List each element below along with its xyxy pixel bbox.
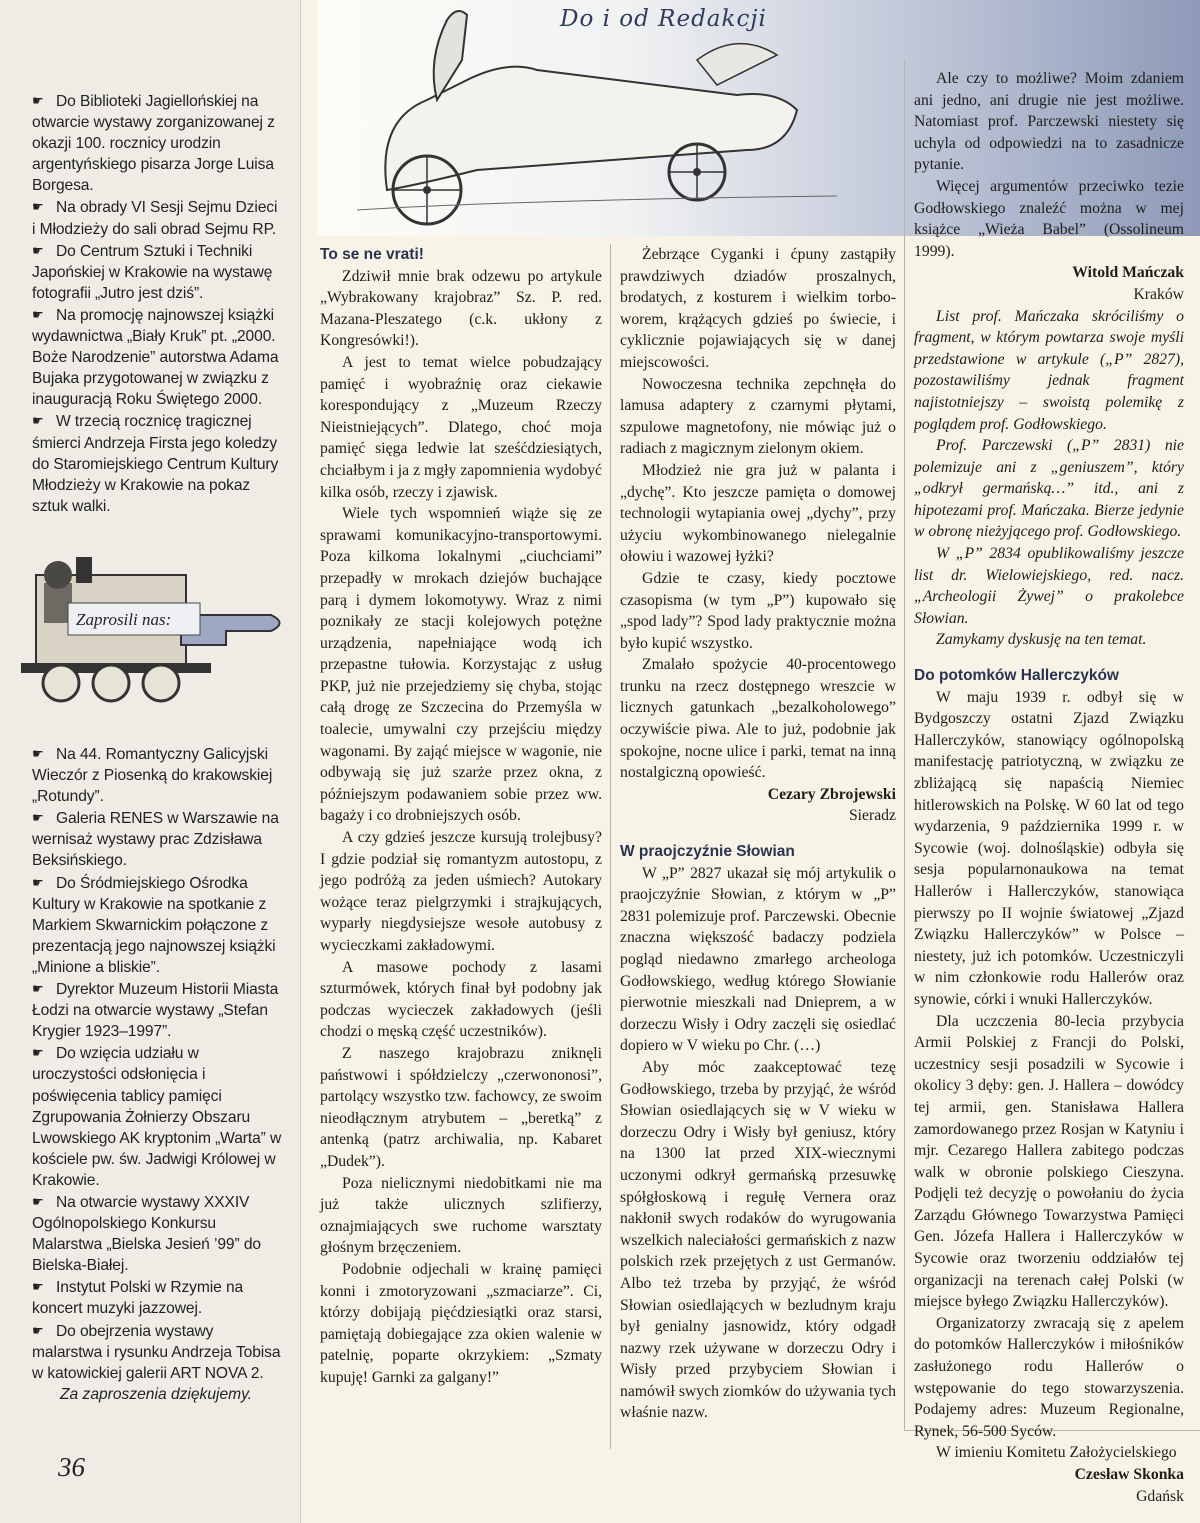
paragraph: Z naszego krajobrazu zniknęli państwowi i spółdzielczy „czerwononosi”, partolący wszystko tzw. fachowcy, ze swoim nieodłącznym atrybutem – „beretką” z antenką (patrz archiwalia, np. Kabaret „Dudek”). (320, 1044, 602, 1170)
pointing-hand-icon: ☛ (32, 810, 44, 826)
invitation-item: ☛ Dyrektor Muzeum Historii Miasta Łodzi na otwarcie wystawy „Stefan Krygier 1923–1997”. (32, 978, 282, 1042)
author-signature: Witold Mańczak (1072, 264, 1184, 282)
invitation-item: ☛ W trzecią rocznicę tragicznej śmierci Andrzeja Firsta jego koledzy do Staromiejskiego Centrum Kultury Młodzieży w Krakowie na pokaz sztuk walki. (32, 410, 282, 516)
paragraph: A masowe pochody z lasami szturmówek, których finał był podobny jak podczas wycieczek zakładowych (jeśli chodzi o męską część uczestników). (320, 958, 602, 1041)
paragraph: Dla uczczenia 80-lecia przybycia Armii Polskiej z Francji do Polski, uczestnicy sesji posadzili w Sycowie i okolicy 3 dęby: gen. J. Hallera – dowódcy tej armii, gen. Stanisława Hallera zamordowanego przez Rosjan w Katyniu i mjr. Cezarego Hallera zabitego podczas walk w obronie polskiego Cieszyna. Podjęli też decyzję o powołaniu do życia Zarządu Głównego Towarzystwa Pamięci Gen. Józefa Hallera i Hallerczyków w Sycowie oraz tworzeniu oddziałów tej organizacji na terenach całej Polski (w miejsce byłego Związku Hallerczyków). (914, 1012, 1184, 1311)
pointing-hand-icon: ☛ (32, 1045, 44, 1061)
pointing-hand-icon: ☛ (32, 306, 44, 322)
pointing-hand-icon: ☛ (32, 746, 44, 761)
pointing-hand-icon: ☛ (32, 413, 44, 429)
invitation-item: ☛ Na otwarcie wystawy XXXIV Ogólnopolskiego Konkursu Malarstwa „Bielska Jesień ’99” do Bielska-Białej. (32, 1191, 282, 1276)
author-place: Sieradz (848, 807, 896, 825)
paragraph: A czy gdzieś jeszcze kursują trolejbusy? I gdzie podział się romantyzm autostopu, z jego podróżą za jeden uśmiech? Autokary wożące teraz pielgrzymki i strajkujących, wyparły niegdysiejsze wesołe autobusy z wycieczkami zakładowymi. (320, 829, 602, 954)
editor-note: Prof. Parczewski („P” 2831) nie polemizuje ani z „geniuszem”, który „odkrył germańską…” itd., ani z hipotezami prof. Mańczaka. Bierze jedynie w obronę nieżyjącego prof. Godłowskiego. (914, 437, 1184, 541)
author-signature: Cezary Zbrojewski (767, 785, 896, 803)
paragraph: Gdzie te czasy, kiedy pocztowe czasopisma (w tym „P”) kupowało się „spod lady”? Spod lady praktycznie można było kupić wszystko. (620, 569, 896, 652)
article-heading: W praojczyźnie Słowian (620, 843, 795, 861)
article-heading: To se ne vrati! (320, 246, 424, 263)
column-a (320, 244, 602, 1388)
article-heading: Do potomków Hallerczyków (914, 667, 1119, 685)
column-divider (904, 60, 905, 1430)
paragraph: Żebrzące Cyganki i ćpuny zastąpiły prawdziwych dziadów proszalnych, brodatych, z kosturem i wielkim torbo-worem, krążących gdzieś po świecie, i cyklicznie pojawiających się w danej miejscowości. (620, 246, 896, 371)
invitation-item: ☛ Do wzięcia udziału w uroczystości odsłonięcia i poświęcenia tablicy pamięci Zgrupowania Żołnierzy Obszaru Lwowskiego AK kryptonim „Warta” w kościele pw. św. Jadwigi Królowej w Krakowie. (32, 1042, 282, 1191)
editor-note: List prof. Mańczaka skróciliśmy o fragment, w którym powtarza swoje myśli przedstawione w artykule („P” 2827), pozostawiliśmy jednak fragment najistotniejszy – swoistą polemikę z poglądem prof. Godłowskiego. (914, 307, 1184, 433)
thanks-note: Za zaproszenia dziękujemy. (60, 1386, 253, 1403)
paragraph: Podobnie odjechali w krainę pamięci konni i zmotoryzowani „szmaciarze”. Ci, którzy dobijają pięćdziesiątki oraz starsi, pamiętają dobiegające zza okien walenie w patelnię, poparte okrzykiem: „Szmaty kupuję! Garnki za galgany!” (320, 1260, 602, 1386)
paragraph: Poza nielicznymi niedobitkami nie ma już także ulicznych szlifierzy, oznajmiających swe ruchome warsztaty głośnym brzęczeniem. (320, 1174, 602, 1257)
invitations-list-bottom (32, 743, 282, 1384)
paragraph: Organizatorzy zwracają się z apelem do potomków Hallerczyków i miłośników zasłużonego rodu Hallerów o wstępowanie do tego stowarzyszenia. Podajemy adres: Muzeum Regionalne, Rynek, 56-500 Syców. (914, 1314, 1184, 1440)
pointing-hand-icon: ☛ (32, 874, 44, 890)
pointing-hand-icon: ☛ (32, 93, 44, 108)
paragraph: W maju 1939 r. odbył się w Bydgoszczy ostatni Zjazd Związku Hallerczyków, stanowiący ogólnopolską manifestację patriotyczną, w związku ze zbliżającą się napaścią Niemiec hitlerowskich na Polskę. W 60 lat od tego wydarzenia, 9 października 1999 r. w Sycowie (woj. dolnośląskie) odbyła się sesja popularnonaukowa na temat Hallerów i Hallerczyków, stanowiąca pierwszy po II wojnie światowej „Zjazd Związku Hallerczyków” w Polsce – niestety, już ich potomków. Uczestniczyli w nim członkowie rodu Hallerów oraz synowie, córki i wnuki Hallerczyków. (914, 688, 1184, 1008)
column-c (914, 68, 1184, 1507)
paragraph: Młodzież nie gra już w palanta i „dychę”. Kto jeszcze pamięta o domowej technologii wytapiania owej „dychy”, przy użyciu wykombinowanego nielegalnie ołowiu i wazowej łyżki? (620, 461, 896, 566)
pointing-hand-icon: ☛ (32, 242, 44, 258)
invitation-item: ☛ Na promocję najnowszej książki wydawnictwa „Biały Kruk” pt. „2000. Boże Narodzenie” autorstwa Adama Bujaka przygotowanej w związku z inauguracją Roku Świętego 2000. (32, 304, 282, 410)
paragraph: Ale czy to możliwe? Moim zdaniem ani jedno, ani drugie nie jest możliwe. Natomiast prof. Parczewski niestety się uchyla od odpowiedzi na to zasadnicze pytanie. (914, 70, 1184, 174)
invitation-item: ☛ Do Centrum Sztuki i Techniki Japońskiej w Krakowie na wystawę fotografii „Jutro jest dziś”. (32, 240, 282, 304)
locomotive-illustration (16, 545, 291, 710)
pointing-hand-icon: ☛ (32, 1322, 44, 1338)
paragraph: Wiele tych wspomnień wiąże się ze sprawami komunikacyjno-transportowymi. Poza kilkoma lokalnymi „ciuchciami” przepadły w mrokach dziejów buchające parą i dymem lokomotywy. Wraz z nimi poznikały ze stacji kolejowych potężne urządzenia, napełniające wodą ich przepastne tułowia. Korzystając z usług PKP, już nie przejedziemy się chyba, stojąc całą drogę ze Szczecina do Przemyśla w toalecie, umywalni czy przejściu między wagonami. By zająć miejsce w wagonie, nie odbywają się już szarże przez okna, z późniejszym podawaniem sobie przez ww. bagaży i co drobniejszych osób. (320, 505, 602, 825)
pointing-hand-icon: ☛ (32, 1193, 44, 1209)
author-place: Gdańsk (1136, 1487, 1184, 1505)
paragraph: Zdziwił mnie brak odzewu po artykule „Wybrakowany krajobraz” Sz. P. red. Mazana-Pleszatego (c.k. ukłony z Kongresówki!). (320, 267, 602, 350)
chariot-illustration (317, 0, 917, 236)
paragraph: Zmalało spożycie 40-procentowego trunku na rzecz dostępnego wreszcie w licznych gatunkach „bezalkoholowego” oczywiście piwa. Ale to już, podobnie jak spokojne, nocne ulice i parki, temat na inną nostalgiczną opowieść. (620, 656, 896, 782)
invitations-badge: Zaprosili nas: (76, 610, 172, 629)
paragraph: Aby móc zaakceptować tezę Godłowskiego, trzeba by przyjąć, że wśród Słowian osiedlających się w V wieku w dorzeczu Odry i Wisły był geniusz, który na 1300 lat przed XIX-wiecznymi uczonymi odkrył germańską przesuwkę spółgłoskową i regułę Vernera oraz nakłonił swych rodaków do wyrugowania wszelkich naleciałości germańskich z nazw polskich rzek przejętych z ust Germanów. Albo też trzeba by przyjąć, że wśród Słowian osiedlających w bezludnym kraju był genialny jasnowidz, który odgadł nazwy rzek używane w dorzeczu Odry i Wisły przed przybyciem Słowian i namówił swych ziomków do używania tych właśnie nazw. (620, 1058, 896, 1422)
paragraph: A jest to temat wielce pobudzający pamięć i wyobraźnię oraz ciekawie korespondujący z „Muzeum Rzeczy Nieistniejących”. Dlatego, choć moja pamięć sięga ledwie lat sześćdziesiątych, chciałbym i ja z mgły zapomnienia wydobyć kilka osób, rzeczy i zjawisk. (320, 353, 602, 501)
invitation-item: ☛ Do Biblioteki Jagiellońskiej na otwarcie wystawy zorganizowanej z okazji 100. rocznicy urodzin argentyńskiego pisarza Jorge Luisa Borgesa. (32, 90, 282, 196)
paragraph: W „P” 2827 ukazał się mój artykulik o praojczyźnie Słowian, z którym w „P” 2831 polemizuje prof. Parczewski. Obecnie znaczna większość badaczy podziela pogląd niedawno zmarłego archeologa Godłowskiego, według którego Słowianie pierwotnie mieszkali nad Dnieprem, a w dorzeczu Wisły i Odry zaczęli się osiedlać dopiero w V wieku po Chr. (…) (620, 864, 896, 1055)
invitation-item: ☛ Do obejrzenia wystawy malarstwa i rysunku Andrzeja Tobisa w katowickiej galerii ART NOVA 2. (32, 1320, 282, 1384)
invitation-item: ☛ Galeria RENES w Warszawie na wernisaż wystawy prac Zdzisława Beksińskiego. (32, 807, 282, 871)
column-divider (610, 244, 611, 1449)
paragraph: Więcej argumentów przeciwko tezie Godłowskiego znaleźć można w mej książce „Wieża Babel” (Ossolineum 1999). (914, 177, 1184, 260)
author-signature: Czesław Skonka (1074, 1466, 1184, 1483)
invitation-item: ☛ Na obrady VI Sesji Sejmu Dzieci i Młodzieży do sali obrad Sejmu RP. (32, 196, 282, 239)
invitation-item: ☛ Instytut Polski w Rzymie na koncert muzyki jazzowej. (32, 1276, 282, 1319)
pointing-hand-icon: ☛ (32, 1279, 44, 1295)
invitation-item: ☛ Do Śródmiejskiego Ośrodka Kultury w Krakowie na spotkanie z Markiem Skwarnickim połączone z prezentacją jego najnowszej książki „Minione a bliskie”. (32, 872, 282, 978)
page-number: 36 (58, 1452, 85, 1482)
pointing-hand-icon: ☛ (32, 981, 44, 997)
invitation-item: ☛ Na 44. Romantyczny Galicyjski Wieczór z Piosenką do krakowskiej „Rotundy”. (32, 743, 282, 807)
paragraph: Nowoczesna technika zepchnęła do lamusa adaptery z czarnymi płytami, szpulowe magnetofony, nie mówiąc już o radiach z magicznym zielonym okiem. (620, 375, 896, 458)
author-place: Kraków (1133, 285, 1184, 303)
closing-line: W imieniu Komitetu Założycielskiego (936, 1444, 1177, 1462)
section-title: Do i od Redakcji (560, 6, 767, 32)
editor-note: Zamykamy dyskusję na ten temat. (936, 631, 1147, 649)
pointing-hand-icon: ☛ (32, 199, 44, 215)
invitations-list-top (32, 90, 282, 517)
column-b (620, 244, 896, 1424)
editor-note: W „P” 2834 opublikowaliśmy jeszcze list dr. Wielowiejskiego, red. nacz. „Archeologii Żywej” o prakolebce Słowian. (914, 545, 1184, 627)
